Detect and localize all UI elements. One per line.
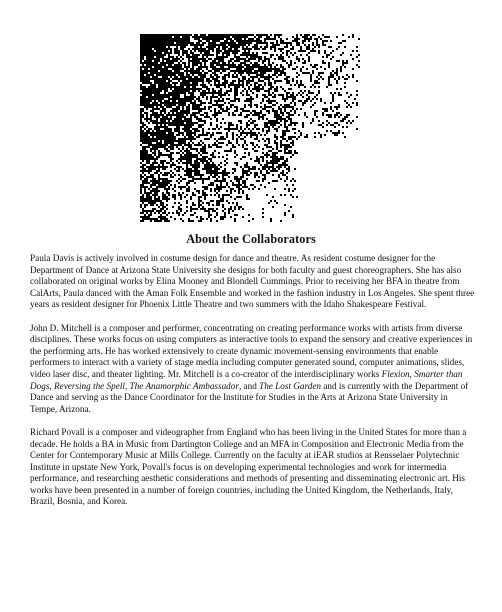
collaborator-bios — [30, 253, 476, 520]
page-heading: About the Collaborators — [186, 232, 316, 246]
work-title: Smarter than Dogs — [30, 368, 463, 391]
text-run: , — [49, 380, 54, 391]
text-run: and is currently with the Department of Dance and serving as the Dance Coordinator for the Institute for Studies in the Arts at Arizona State University in Tempe, Arizona. — [30, 380, 469, 414]
paragraph-richard-povall — [30, 427, 476, 508]
dithered-portrait-photo — [140, 34, 360, 222]
text-run: , — [409, 368, 415, 379]
text-run: Paula Davis is actively involved in costume design for dance and theatre. As resident costume designer for the Department of Dance at Arizona State University she designs for both faculty and guest choreographers. She has also collaborated on original works by Elina Mooney and Blondell Cummings. Prior to receiving her BFA in theatre from CalArts, Paula danced with the Aman Folk Ensemble and worked in the fashion industry in Los Angeles. She spent three years as resident designer for Phoenix Little Theatre and two summers with the Idaho Shakespeare Festival. — [30, 253, 475, 310]
paragraph-paula-davis — [30, 253, 476, 311]
paragraph-john-mitchell — [30, 323, 476, 416]
text-run: , — [124, 380, 130, 391]
work-title: Flexion — [381, 368, 410, 379]
halftone-dots — [140, 34, 360, 222]
work-title: Reversing the Spell — [54, 380, 125, 391]
text-run: Richard Povall is a composer and videographer from England who has been living in the United States for more than a decade. He holds a BA in Music from Dartington College and an MFA in Composition and Electronic Media from the Center for Contemporary Music at Mills College. Currently on the faculty at iEAR studios at Rensselaer Polytechnic Institute in upstate New York, Povall's focus is on developing experimental technologies and work for intermedia performance, and researching aesthetic considerations and methods of presenting and disseminating electronic art. His works have been presented in a number of foreign countries, including the United Kingdom, the Netherlands, Italy, Brazil, Bosnia, and Korea. — [30, 426, 467, 507]
text-run: , and — [238, 380, 260, 391]
work-title: The Lost Garden — [259, 380, 322, 391]
text-run: John D. Mitchell is a composer and performer, concentrating on creating performance works with artists from diverse disciplines. These works focus on using computers as interactive tools to expand the sensory and creative experiences in the performing arts. He has worked extensively to create dynamic movement-sensing environments that enable performers to interact with a variety of stage media including computer generated sound, computer animations, slides, video laser disc, and theater lighting. Mr. Mitchell is a co-creator of the interdisciplinary works — [30, 322, 473, 379]
work-title: The Anamorphic Ambassador — [129, 380, 239, 391]
